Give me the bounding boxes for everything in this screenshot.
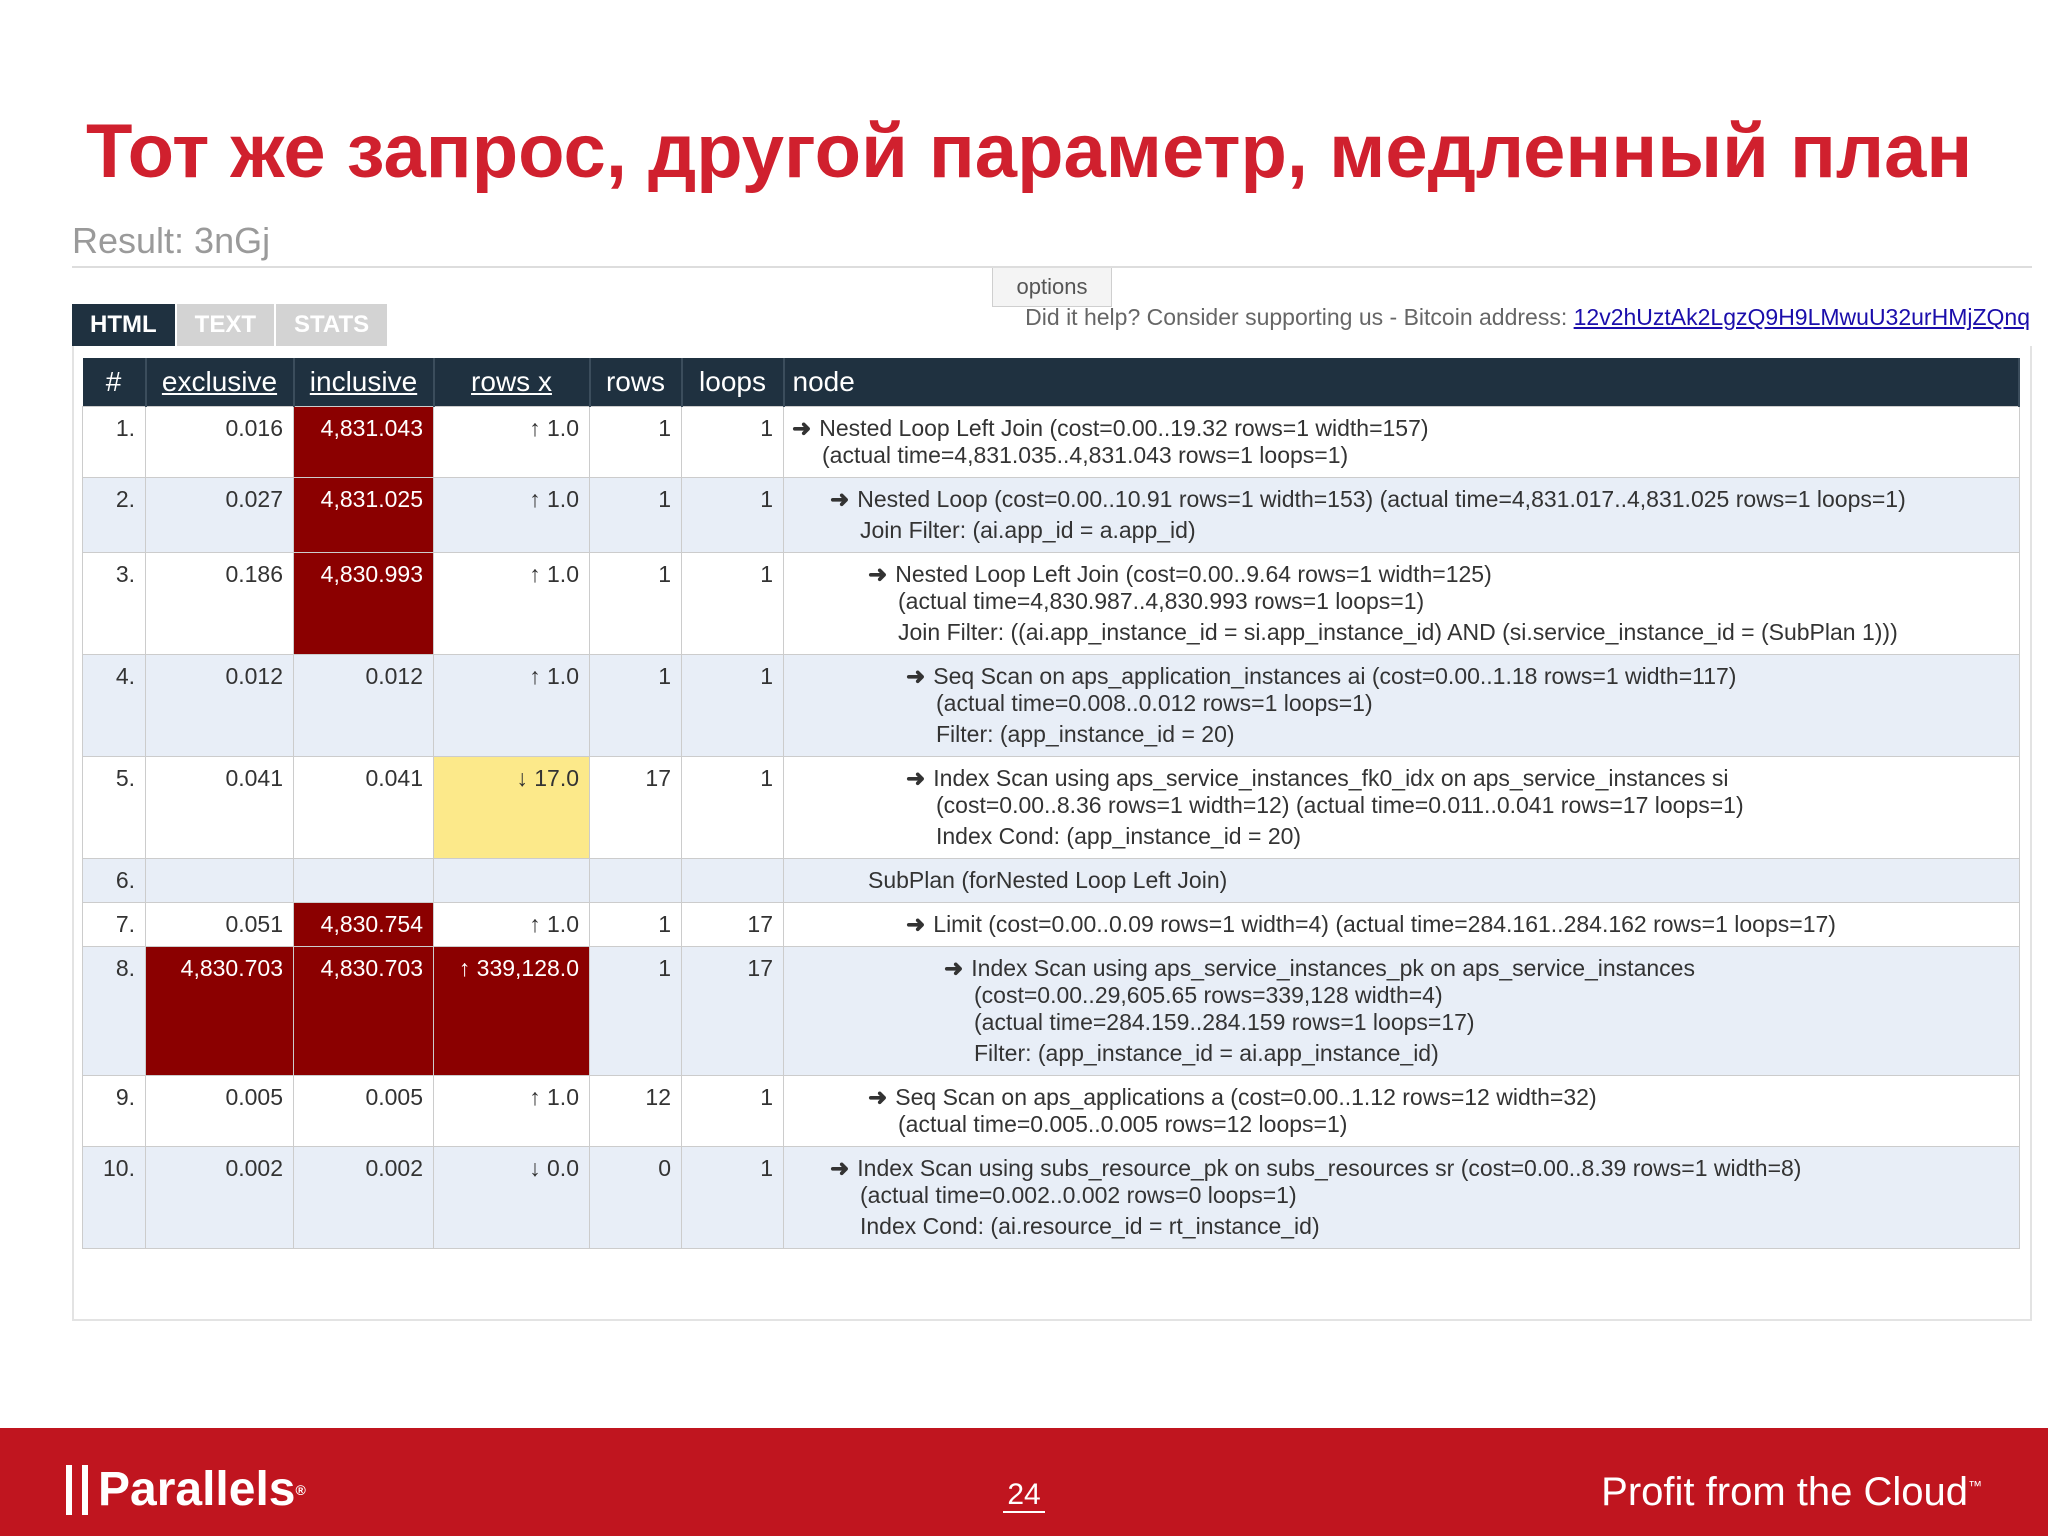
tab-html[interactable]: HTML xyxy=(72,304,175,346)
cell-index: 1. xyxy=(83,407,146,478)
cell-rows-x xyxy=(434,859,590,903)
arrow-right-icon: ➜ xyxy=(830,486,850,512)
cell-rows-x: ↑ 1.0 xyxy=(434,655,590,757)
cell-loops: 1 xyxy=(682,655,784,757)
arrow-right-icon: ➜ xyxy=(906,911,926,937)
cell-loops: 1 xyxy=(682,1076,784,1147)
cell-exclusive: 0.005 xyxy=(146,1076,294,1147)
cell-index: 10. xyxy=(83,1147,146,1249)
tagline-text: Profit from the Cloud xyxy=(1601,1470,1968,1514)
node-actual: (cost=0.00..8.36 rows=1 width=12) (actual time=0.011..0.041 rows=17 loops=1) xyxy=(936,792,1744,818)
table-row xyxy=(83,655,2020,757)
tagline xyxy=(1601,1470,1982,1515)
cell-rows-x: ↑ 1.0 xyxy=(434,553,590,655)
trademark-mark: ™ xyxy=(1968,1477,1982,1494)
arrow-right-icon: ➜ xyxy=(906,663,926,689)
cell-inclusive: 0.012 xyxy=(294,655,434,757)
cell-exclusive: 0.027 xyxy=(146,478,294,553)
tab-stats[interactable]: STATS xyxy=(276,304,387,346)
table-row xyxy=(83,903,2020,947)
node-filter: Join Filter: (ai.app_id = a.app_id) xyxy=(860,517,1196,543)
column-header-rows: rows xyxy=(590,358,682,407)
node-actual: (actual time=0.002..0.002 rows=0 loops=1) xyxy=(860,1182,1297,1208)
cell-rows-x: ↑ 1.0 xyxy=(434,1076,590,1147)
cell-index: 6. xyxy=(83,859,146,903)
node-description: Nested Loop Left Join (cost=0.00..19.32 rows=1 width=157) xyxy=(819,415,1429,441)
node-filter: SubPlan (forNested Loop Left Join) xyxy=(868,867,1228,893)
cell-node xyxy=(784,655,2020,757)
cell-inclusive: 0.002 xyxy=(294,1147,434,1249)
table-header-row xyxy=(83,358,2020,407)
cell-exclusive: 0.186 xyxy=(146,553,294,655)
cell-rows: 1 xyxy=(590,478,682,553)
cell-loops: 17 xyxy=(682,947,784,1076)
cell-node xyxy=(784,859,2020,903)
node-description: Index Scan using subs_resource_pk on subs_resources sr (cost=0.00..8.39 rows=1 width=8) xyxy=(857,1155,1802,1181)
cell-exclusive xyxy=(146,859,294,903)
node-description: Limit (cost=0.00..0.09 rows=1 width=4) (actual time=284.161..284.162 rows=1 loops=17) xyxy=(933,911,1836,937)
table-row xyxy=(83,1076,2020,1147)
cell-rows: 1 xyxy=(590,903,682,947)
explain-plan-table xyxy=(82,358,2020,1249)
cell-rows: 1 xyxy=(590,947,682,1076)
page-number: 24 xyxy=(1003,1478,1044,1513)
node-description: Nested Loop Left Join (cost=0.00..9.64 rows=1 width=125) xyxy=(895,561,1492,587)
arrow-right-icon: ➜ xyxy=(792,415,812,441)
cell-exclusive: 0.016 xyxy=(146,407,294,478)
cell-node xyxy=(784,478,2020,553)
logo-text: Parallels xyxy=(98,1463,296,1516)
node-line xyxy=(830,1155,2009,1182)
cell-index: 5. xyxy=(83,757,146,859)
cell-inclusive xyxy=(294,859,434,903)
node-line xyxy=(906,911,2009,938)
cell-node xyxy=(784,947,2020,1076)
column-header-inclusive[interactable]: inclusive xyxy=(294,358,434,407)
cell-rows: 0 xyxy=(590,1147,682,1249)
node-actual: (actual time=4,830.987..4,830.993 rows=1 loops=1) xyxy=(898,588,1425,614)
cell-rows: 1 xyxy=(590,407,682,478)
node-line xyxy=(868,561,2009,588)
cell-node xyxy=(784,553,2020,655)
node-actual: (actual time=284.159..284.159 rows=1 loops=17) xyxy=(974,1009,1475,1035)
node-line xyxy=(944,955,2009,982)
cell-inclusive: 4,830.703 xyxy=(294,947,434,1076)
table-row xyxy=(83,859,2020,903)
table-row xyxy=(83,1147,2020,1249)
cell-loops: 1 xyxy=(682,407,784,478)
cell-inclusive: 0.005 xyxy=(294,1076,434,1147)
cell-index: 3. xyxy=(83,553,146,655)
arrow-right-icon: ➜ xyxy=(944,955,964,981)
node-description: Index Scan using aps_service_instances_fk0_idx on aps_service_instances si xyxy=(933,765,1729,791)
bitcoin-address-link[interactable]: 12v2hUztAk2LgzQ9H9LMwuU32urHMjZQnq xyxy=(1573,304,2030,330)
cell-rows-x: ↑ 339,128.0 xyxy=(434,947,590,1076)
cell-node xyxy=(784,903,2020,947)
cell-rows-x: ↓ 0.0 xyxy=(434,1147,590,1249)
node-line xyxy=(906,663,2009,690)
node-line xyxy=(830,486,2009,513)
slide-title: Тот же запрос, другой параметр, медленный план xyxy=(86,109,1973,194)
cell-exclusive: 0.051 xyxy=(146,903,294,947)
node-description: Nested Loop (cost=0.00..10.91 rows=1 width=153) (actual time=4,831.017..4,831.025 rows=1 loops=1) xyxy=(857,486,1906,512)
node-actual: (actual time=0.005..0.005 rows=12 loops=1) xyxy=(898,1111,1348,1137)
cell-loops: 1 xyxy=(682,478,784,553)
node-filter: Index Cond: (ai.resource_id = rt_instance_id) xyxy=(860,1213,1320,1239)
node-actual: (actual time=0.008..0.012 rows=1 loops=1) xyxy=(936,690,1373,716)
support-text: Did it help? Consider supporting us - Bitcoin address: xyxy=(1025,304,1574,330)
arrow-right-icon: ➜ xyxy=(830,1155,850,1181)
node-description: Seq Scan on aps_applications a (cost=0.00..1.12 rows=12 width=32) xyxy=(895,1084,1597,1110)
table-row xyxy=(83,947,2020,1076)
cell-rows: 1 xyxy=(590,553,682,655)
cell-index: 8. xyxy=(83,947,146,1076)
node-description: Seq Scan on aps_application_instances ai (cost=0.00..1.18 rows=1 width=117) xyxy=(933,663,1737,689)
arrow-right-icon: ➜ xyxy=(868,1084,888,1110)
support-notice xyxy=(1025,304,2030,331)
cell-inclusive: 4,830.754 xyxy=(294,903,434,947)
cell-index: 4. xyxy=(83,655,146,757)
cell-loops xyxy=(682,859,784,903)
cell-inclusive: 4,831.043 xyxy=(294,407,434,478)
cell-node xyxy=(784,1076,2020,1147)
arrow-right-icon: ➜ xyxy=(906,765,926,791)
options-button[interactable]: options xyxy=(992,268,1112,307)
cell-rows: 17 xyxy=(590,757,682,859)
cell-index: 2. xyxy=(83,478,146,553)
cell-node xyxy=(784,757,2020,859)
column-header-index: # xyxy=(83,358,146,407)
node-actual: (cost=0.00..29,605.65 rows=339,128 width=4) xyxy=(974,982,1443,1008)
column-header-rows-x[interactable]: rows x xyxy=(434,358,590,407)
cell-rows-x: ↑ 1.0 xyxy=(434,407,590,478)
column-header-loops: loops xyxy=(682,358,784,407)
cell-loops: 1 xyxy=(682,1147,784,1249)
node-filter: Filter: (app_instance_id = 20) xyxy=(936,721,1235,747)
registered-mark: ® xyxy=(295,1481,306,1498)
node-filter: Join Filter: ((ai.app_instance_id = si.app_instance_id) AND (si.service_instance_id = (SubPlan 1))) xyxy=(898,619,1898,645)
cell-loops: 17 xyxy=(682,903,784,947)
result-header: Result: 3nGj xyxy=(72,220,271,261)
cell-node xyxy=(784,1147,2020,1249)
cell-rows-x: ↑ 1.0 xyxy=(434,478,590,553)
cell-exclusive: 0.002 xyxy=(146,1147,294,1249)
node-line xyxy=(906,765,2009,792)
node-filter: Index Cond: (app_instance_id = 20) xyxy=(936,823,1302,849)
node-line xyxy=(868,1084,2009,1111)
cell-exclusive: 0.012 xyxy=(146,655,294,757)
table-row xyxy=(83,553,2020,655)
column-header-exclusive[interactable]: exclusive xyxy=(146,358,294,407)
cell-inclusive: 4,831.025 xyxy=(294,478,434,553)
tab-text[interactable]: TEXT xyxy=(177,304,274,346)
cell-exclusive: 4,830.703 xyxy=(146,947,294,1076)
cell-index: 7. xyxy=(83,903,146,947)
table-row xyxy=(83,478,2020,553)
cell-exclusive: 0.041 xyxy=(146,757,294,859)
view-tabs xyxy=(72,304,389,346)
cell-rows: 1 xyxy=(590,655,682,757)
cell-rows xyxy=(590,859,682,903)
node-line xyxy=(792,415,2009,442)
arrow-right-icon: ➜ xyxy=(868,561,888,587)
cell-node xyxy=(784,407,2020,478)
cell-rows: 12 xyxy=(590,1076,682,1147)
cell-index: 9. xyxy=(83,1076,146,1147)
column-header-node: node xyxy=(784,358,2020,407)
plan-rows xyxy=(83,407,2020,1249)
cell-loops: 1 xyxy=(682,757,784,859)
table-row xyxy=(83,757,2020,859)
table-row xyxy=(83,407,2020,478)
cell-loops: 1 xyxy=(682,553,784,655)
cell-inclusive: 0.041 xyxy=(294,757,434,859)
node-actual: (actual time=4,831.035..4,831.043 rows=1 loops=1) xyxy=(822,442,1349,468)
cell-inclusive: 4,830.993 xyxy=(294,553,434,655)
cell-rows-x: ↑ 1.0 xyxy=(434,903,590,947)
node-filter: Filter: (app_instance_id = ai.app_instance_id) xyxy=(974,1040,1439,1066)
node-description: Index Scan using aps_service_instances_pk on aps_service_instances xyxy=(971,955,1695,981)
cell-rows-x: ↓ 17.0 xyxy=(434,757,590,859)
